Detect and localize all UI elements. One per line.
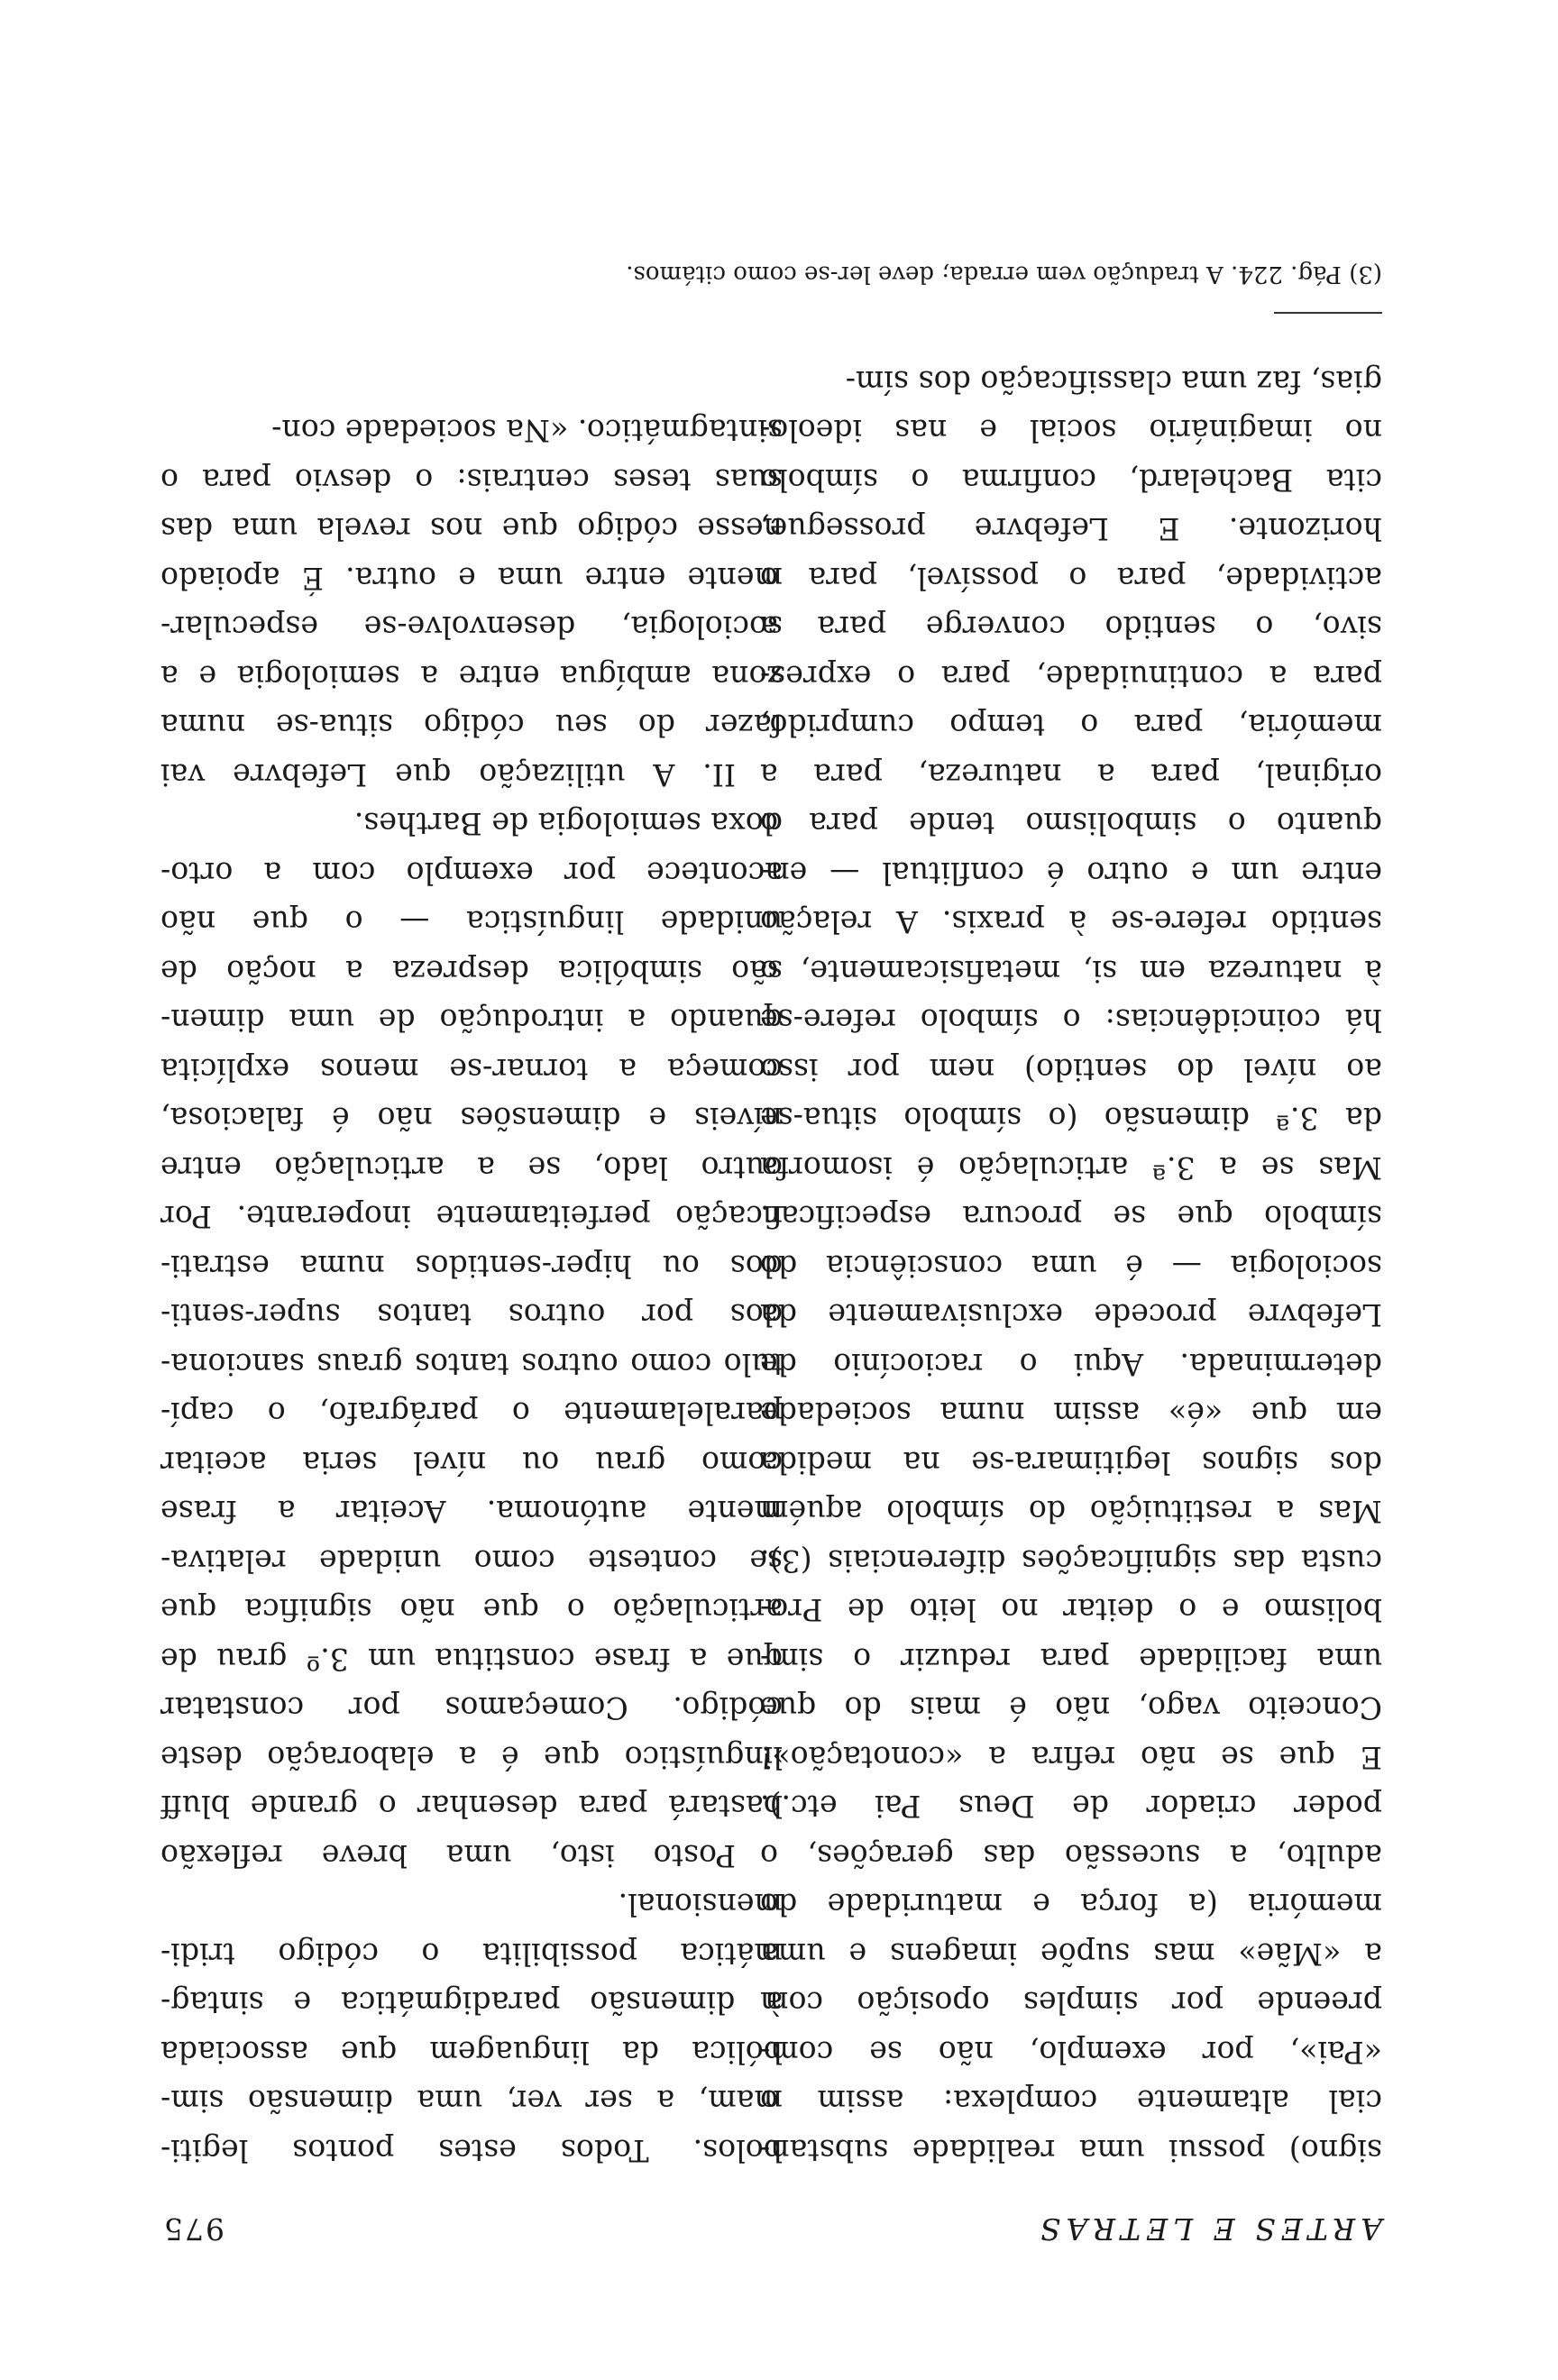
text-line: código. Começamos por constatar	[160, 1690, 783, 1726]
text-line: como grau ou nível seria aceitar	[160, 1445, 783, 1480]
text-line: preende por simples oposição com	[760, 1985, 1382, 2021]
text-line: a «Mãe» mas supõe imagens e uma	[760, 1936, 1382, 1972]
text-line: sintagmático. «Na sociedade con-	[271, 413, 783, 449]
text-line: «Pai», por exemplo, não se com-	[760, 2035, 1382, 2070]
text-line: Mas a restituição do símbolo aquém	[760, 1494, 1382, 1530]
text-line: memória, para o tempo cumprido,	[760, 708, 1382, 744]
text-line: símbolo que se procura especificar.	[760, 1199, 1382, 1235]
text-line: horizonte. E Lefebvre prossegue,	[760, 511, 1382, 547]
text-line: paralelamente o parágrafo, o capí-	[160, 1396, 783, 1432]
text-column-right	[160, 406, 783, 2174]
text-line: tulo como outros tantos graus sanciona-	[160, 1347, 783, 1382]
text-line: bolos. Todos estes pontos legiti-	[160, 2133, 783, 2168]
text-line: quando a introdução de uma dimen-	[160, 1002, 783, 1039]
text-line: começa a tornar-se menos explícita	[160, 1052, 783, 1087]
text-line: mente autónoma. Aceitar a frase	[160, 1494, 783, 1530]
text-line: unidade linguística — o que não	[160, 904, 783, 940]
running-head: ARTES E LETRAS	[1034, 2211, 1382, 2247]
text-line: à natureza em si, metafisicamente, o	[760, 954, 1382, 989]
text-line: entre um e outro é conflitual — en-	[760, 856, 1382, 891]
text-line: articulação o que não significa que	[160, 1592, 783, 1628]
text-column-left	[760, 357, 1382, 2175]
text-line: Lefebvre procede exclusivamente da	[760, 1297, 1382, 1333]
text-line: nesse código que nos revela uma das	[160, 511, 783, 547]
text-line: ficação perfeitamente inoperante. Por	[160, 1199, 783, 1235]
text-line: custa das significações diferenciais (3).	[760, 1543, 1382, 1579]
text-line: poder criador de Deus Pai etc.).	[760, 1789, 1382, 1825]
text-line: da 3.ª dimensão (o símbolo situa-se	[760, 1101, 1382, 1137]
text-line: E que se não refira a «conotação»!	[760, 1740, 1382, 1775]
text-line: em que «é» assim numa sociedade	[760, 1396, 1382, 1432]
text-line: bastará para desenhar o grande bluff	[160, 1789, 783, 1825]
text-line: original, para a natureza, para a	[760, 757, 1382, 792]
text-line: que a frase constitua um 3.º grau de	[160, 1642, 783, 1677]
text-line: cial altamente complexa: assim o	[760, 2083, 1382, 2119]
text-line: linguístico que é a elaboração deste	[160, 1740, 783, 1775]
text-line: actividade, para o possível, para o	[760, 561, 1382, 596]
text-line: quanto o simbolismo tende para o	[760, 806, 1382, 842]
text-line: cita Bachelard, confirma o símbolo	[760, 462, 1382, 498]
text-line: adulto, a sucessão das gerações, o	[760, 1838, 1382, 1873]
text-line: outro lado, se a articulação entre	[160, 1150, 783, 1185]
text-line: ao nível do sentido) nem por isso	[760, 1052, 1382, 1087]
page-number: 975	[162, 2211, 225, 2247]
text-line: dos por outros tantos super-senti-	[160, 1297, 783, 1333]
text-line: sociologia — é uma consciência do	[760, 1249, 1382, 1284]
text-line: uma facilidade para reduzir o sim-	[760, 1642, 1382, 1677]
text-line: mática possibilita o código tridi-	[160, 1936, 783, 1972]
text-line: mam, a ser ver, uma dimensão sim-	[160, 2083, 783, 2119]
text-line: doxa semiologia de Barthes.	[353, 806, 783, 842]
text-line: Posto isto, uma breve reflexão	[160, 1838, 736, 1873]
footnote-divider	[1274, 312, 1382, 314]
text-line: se conteste como unidade relativa-	[160, 1543, 783, 1579]
text-line: mensional.	[618, 1887, 783, 1923]
text-line: mente entre uma e outra. É apoiado	[160, 561, 783, 596]
text-line: sociologia, desenvolve-se especular-	[160, 609, 783, 645]
text-line: há coincidências: o símbolo refere-se	[760, 1002, 1382, 1039]
text-line: dos signos legitimara-se na medida	[760, 1445, 1382, 1480]
text-line: memória (a força e maturidade do	[760, 1887, 1382, 1923]
text-line: bólica da linguagem que associada	[160, 2035, 783, 2070]
text-line: acontece por exemplo com a orto-	[160, 856, 783, 891]
footnote: (3) Pág. 224. A tradução vem errada; deve ler-se como citámos.	[626, 261, 1382, 288]
text-line: sivo, o sentido converge para a	[760, 609, 1382, 645]
text-line: determinada. Aqui o raciocínio de	[760, 1347, 1382, 1382]
text-line: zona ambígua entre a semiologia e a	[160, 659, 783, 694]
text-line: são simbólica despreza a noção de	[160, 954, 783, 989]
text-line: signo) possui uma realidade substan-	[760, 2133, 1382, 2168]
text-line: fazer do seu código situa-se numa	[160, 708, 783, 744]
text-line: suas teses centrais: o desvio para o	[160, 462, 783, 498]
text-line: gias, faz uma classificação dos sím-	[845, 364, 1382, 399]
text-line: para a continuidade, para o expres-	[760, 659, 1382, 694]
text-line: II. A utilização que Lefebvre vai	[160, 757, 736, 792]
text-line: no imaginário social e nas ideolo-	[760, 413, 1382, 449]
text-line: dos ou hiper-sentidos numa estrati-	[160, 1249, 783, 1284]
text-line: Mas se a 3.ª articulação é isomorfa	[760, 1150, 1382, 1185]
text-line: Conceito vago, não é mais do que	[760, 1690, 1382, 1726]
text-line: bolismo e o deitar no leito de Pro-	[760, 1592, 1382, 1628]
text-line: sentido refere-se à praxis. A relação	[760, 904, 1382, 940]
text-line: à dimensão paradigmática e sintag-	[160, 1985, 783, 2021]
text-line: níveis e dimensões não é falaciosa,	[160, 1101, 783, 1137]
